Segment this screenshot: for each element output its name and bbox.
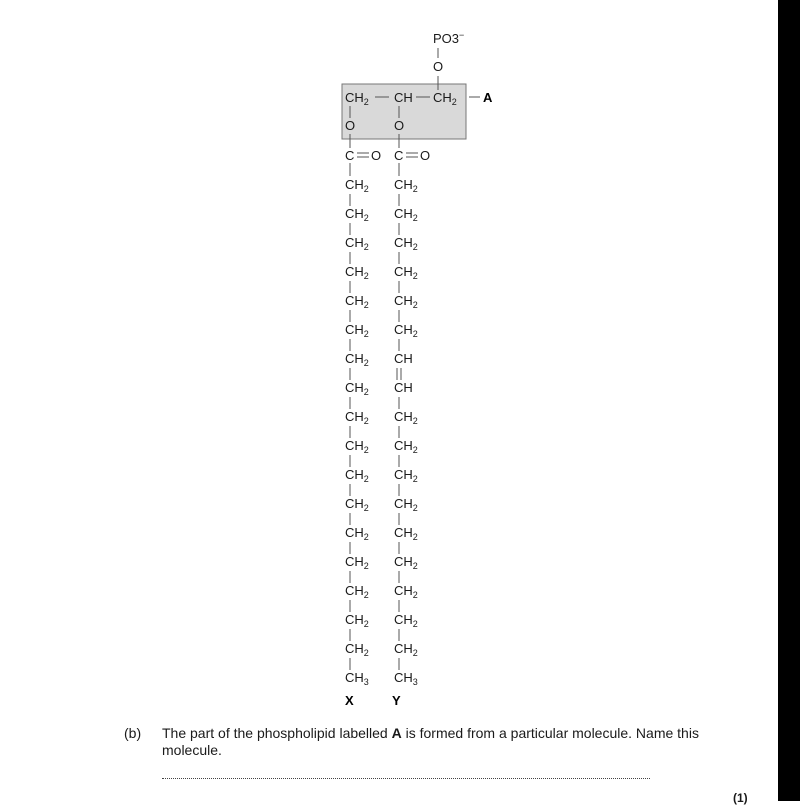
chain-group: $CH_2$	[345, 293, 369, 310]
chain-group: $CH_2$	[394, 438, 418, 455]
question-text-part: is formed from a particular molecule. Name this molecule.	[162, 725, 699, 758]
chain-group: $CH_2$	[345, 525, 369, 542]
chain-group: $CH_2$	[394, 525, 418, 542]
chain-group: $CH_3$	[394, 670, 418, 687]
answer-line[interactable]	[162, 778, 650, 779]
right-edge-bar	[778, 0, 800, 801]
question-text	[162, 725, 722, 759]
chain-group: $CH_2$	[345, 409, 369, 426]
chain-group: CH	[394, 351, 413, 366]
backbone-group: $CH_2$	[433, 90, 457, 107]
chain-group: $CH_2$	[394, 177, 418, 194]
backbone-group: $CH_2$	[345, 90, 369, 107]
chain-group: $CH_2$	[394, 467, 418, 484]
chain-group: $CH_2$	[394, 409, 418, 426]
ester-oxygen-x: O	[345, 118, 356, 133]
chain-group: CH	[394, 380, 413, 395]
chain-group: $CH_2$	[394, 612, 418, 629]
chain-group: $CH_2$	[394, 293, 418, 310]
chain-group: $CH_2$	[394, 554, 418, 571]
chain-group: $CH_2$	[394, 206, 418, 223]
carbonyl-oxygen-y: O	[420, 148, 431, 163]
chain-group: $CH_2$	[345, 438, 369, 455]
label-y: Y	[392, 693, 401, 708]
chain-group: $CH_2$	[345, 206, 369, 223]
chain-group: $CH_2$	[345, 380, 369, 397]
chain-group: $CH_2$	[394, 583, 418, 600]
carbonyl-oxygen-x: O	[371, 148, 382, 163]
label-x: X	[345, 693, 354, 708]
carbonyl-carbon-x: C	[345, 148, 355, 163]
chain-group: $CH_3$	[345, 670, 369, 687]
phosphate-oxygen: O	[433, 59, 444, 74]
chain-group: $CH_2$	[394, 235, 418, 252]
fatty-acid-chain-y	[394, 163, 418, 687]
question-text-label-a: A	[391, 725, 402, 741]
phosphate-group: PO3−	[433, 30, 465, 46]
chain-group: $CH_2$	[345, 322, 369, 339]
marks-allocation: (1)	[733, 791, 748, 805]
chain-group: $CH_2$	[345, 554, 369, 571]
chain-group: $CH_2$	[394, 322, 418, 339]
chain-group: $CH_2$	[345, 583, 369, 600]
chain-group: $CH_2$	[345, 235, 369, 252]
chain-group: $CH_2$	[345, 496, 369, 513]
chain-group: $CH_2$	[345, 467, 369, 484]
backbone-group: CH	[394, 90, 413, 105]
chain-group: $CH_2$	[345, 351, 369, 368]
ester-oxygen-y: O	[394, 118, 405, 133]
glycerol-backbone	[345, 90, 457, 107]
carbonyl-carbon-y: C	[394, 148, 404, 163]
fatty-acid-chain-x	[345, 163, 369, 687]
chain-group: $CH_2$	[345, 641, 369, 658]
label-a: A	[483, 90, 493, 105]
chain-group: $CH_2$	[394, 496, 418, 513]
chain-group: $CH_2$	[394, 641, 418, 658]
chain-group: $CH_2$	[345, 264, 369, 281]
chain-group: $CH_2$	[345, 177, 369, 194]
chain-group: $CH_2$	[394, 264, 418, 281]
question-text-part: The part of the phospholipid labelled	[162, 725, 392, 741]
question-number: (b)	[124, 725, 142, 741]
chain-group: $CH_2$	[345, 612, 369, 629]
